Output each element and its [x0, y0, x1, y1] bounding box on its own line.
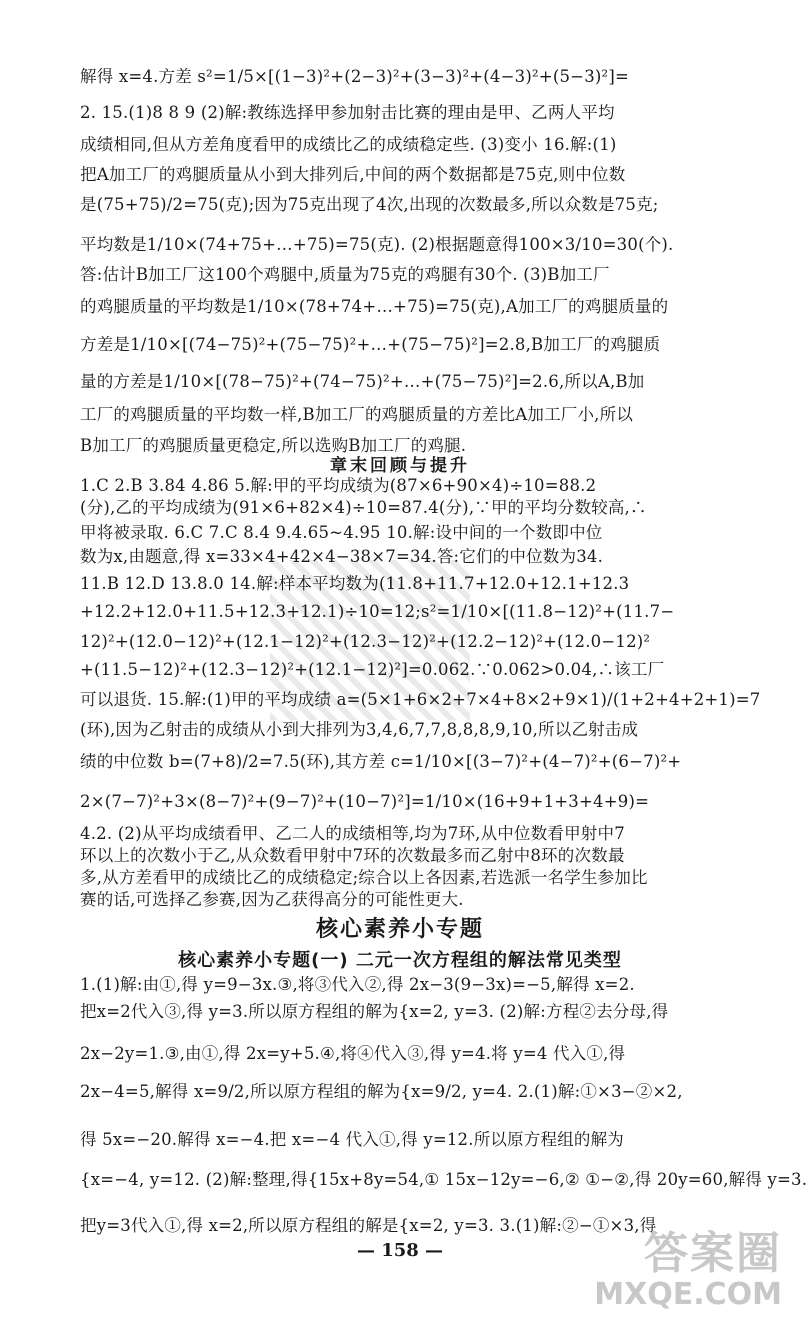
page-number: — 158 —: [356, 1240, 444, 1261]
text-line: 得 5x=−20.解得 x=−4.把 x=−4 代入①,得 y=12.所以原方程组的解为: [80, 1130, 625, 1149]
text-line: 2x−2y=1.③,由①,得 2x=y+5.④,将④代入③,得 y=4.将 y=4 代入①,得: [80, 1044, 626, 1063]
text-line: (分),乙的平均成绩为(91×6+82×4)÷10=87.4(分),∵甲的平均分数较高,∴: [80, 498, 647, 517]
text-line: 可以退货. 15.解:(1)甲的平均成绩 a=(5×1+6×2+7×4+8×2+9×1)/(1+2+4+2+1)=7: [80, 690, 761, 709]
watermark-logo: [594, 1230, 782, 1312]
text-line: 把y=3代入①,得 x=2,所以原方程组的解是{x=2, y=3. 3.(1)解:②−①×3,得: [80, 1216, 657, 1235]
text-line: 多,从方差看甲的成绩比乙的成绩稳定;综合以上各因素,若选派一名学生参加比: [80, 868, 648, 887]
text-line: 方差是1/10×[(74−75)²+(75−75)²+…+(75−75)²]=2.8,B加工厂的鸡腿质: [80, 335, 661, 354]
text-line: 成绩相同,但从方差角度看甲的成绩比乙的成绩稳定些. (3)变小 16.解:(1): [80, 135, 617, 154]
text-line: 解得 x=4.方差 s²=1/5×[(1−3)²+(2−3)²+(3−3)²+(4−3)²+(5−3)²]=: [80, 67, 629, 86]
watermark-logo-text: 答案圈: [644, 1228, 782, 1279]
section-heading-review: 章末回顾与提升: [330, 456, 470, 476]
text-line: 赛的话,可选择乙参赛,因为乙获得高分的可能性更大.: [80, 890, 464, 909]
text-line: 是(75+75)/2=75(克);因为75克出现了4次,出现的次数最多,所以众数是75克;: [80, 195, 659, 214]
text-line: 工厂的鸡腿质量的平均数一样,B加工厂的鸡腿质量的方差比A加工厂小,所以: [80, 405, 634, 424]
text-line: 把x=2代入③,得 y=3.所以原方程组的解为{x=2, y=3. (2)解:方程②去分母,得: [80, 1002, 669, 1021]
text-line: +(11.5−12)²+(12.3−12)²+(12.1−12)²]=0.062.∵0.062>0.04,∴该工厂: [80, 660, 665, 679]
text-line: +12.2+12.0+11.5+12.3+12.1)÷10=12;s²=1/10×[(11.8−12)²+(11.7−: [80, 602, 675, 621]
text-line: 2×(7−7)²+3×(8−7)²+(9−7)²+(10−7)²]=1/10×(16+9+1+3+4+9)=: [80, 792, 650, 811]
text-line: 绩的中位数 b=(7+8)/2=7.5(环),其方差 c=1/10×[(3−7)²+(4−7)²+(6−7)²+: [80, 752, 682, 771]
text-line: 平均数是1/10×(74+75+…+75)=75(克). (2)根据题意得100×3/10=30(个).: [80, 235, 674, 254]
watermark-url: MXQE.COM: [594, 1277, 782, 1312]
text-line: 答:估计B加工厂这100个鸡腿中,质量为75克的鸡腿有30个. (3)B加工厂: [80, 265, 610, 284]
text-line: 的鸡腿质量的平均数是1/10×(78+74+…+75)=75(克),A加工厂的鸡腿质量的: [80, 297, 669, 316]
text-line: {x=−4, y=12. (2)解:整理,得{15x+8y=54,① 15x−12y=−6,② ①−②,得 20y=60,解得 y=3.: [80, 1170, 807, 1189]
text-line: 量的方差是1/10×[(78−75)²+(74−75)²+…+(75−75)²]=2.6,所以A,B加: [80, 372, 645, 391]
text-line: 环以上的次数小于乙,从众数看甲射中7环的次数最多而乙射中8环的次数最: [80, 846, 625, 865]
text-line: 4.2. (2)从平均成绩看甲、乙二人的成绩相等,均为7环,从中位数看甲射中7: [80, 824, 625, 843]
text-line: 2. 15.(1)8 8 9 (2)解:教练选择甲参加射击比赛的理由是甲、乙两人平均: [80, 103, 615, 122]
text-line: (环),因为乙射击的成绩从小到大排列为3,4,6,7,7,8,8,8,9,10,所以乙射击成: [80, 720, 639, 739]
text-line: 2x−4=5,解得 x=9/2,所以原方程组的解为{x=9/2, y=4. 2.(1)解:①×3−②×2,: [80, 1082, 683, 1101]
text-line: 1.(1)解:由①,得 y=9−3x.③,将③代入②,得 2x−3(9−3x)=−5,解得 x=2.: [80, 975, 635, 994]
text-line: 把A加工厂的鸡腿质量从小到大排列后,中间的两个数据都是75克,则中位数: [80, 165, 626, 184]
text-line: 数为x,由题意,得 x=33×4+42×4−38×7=34.答:它们的中位数为34.: [80, 547, 604, 566]
text-line: 1.C 2.B 3.84 4.86 5.解:甲的平均成绩为(87×6+90×4)÷10=88.2: [80, 476, 597, 495]
subsection-heading: 核心素养小专题(一) 二元一次方程组的解法常见类型: [178, 950, 622, 971]
text-line: 11.B 12.D 13.8.0 14.解:样本平均数为(11.8+11.7+12.0+12.1+12.3: [80, 574, 630, 593]
text-line: 12)²+(12.0−12)²+(12.1−12)²+(12.3−12)²+(12.2−12)²+(12.0−12)²: [80, 632, 651, 651]
text-line: B加工厂的鸡腿质量更稳定,所以选购B加工厂的鸡腿.: [80, 436, 467, 455]
text-line: 甲将被录取. 6.C 7.C 8.4 9.4.65~4.95 10.解:设中间的一个数即中位: [80, 523, 603, 542]
section-heading-core: 核心素养小专题: [315, 917, 484, 942]
